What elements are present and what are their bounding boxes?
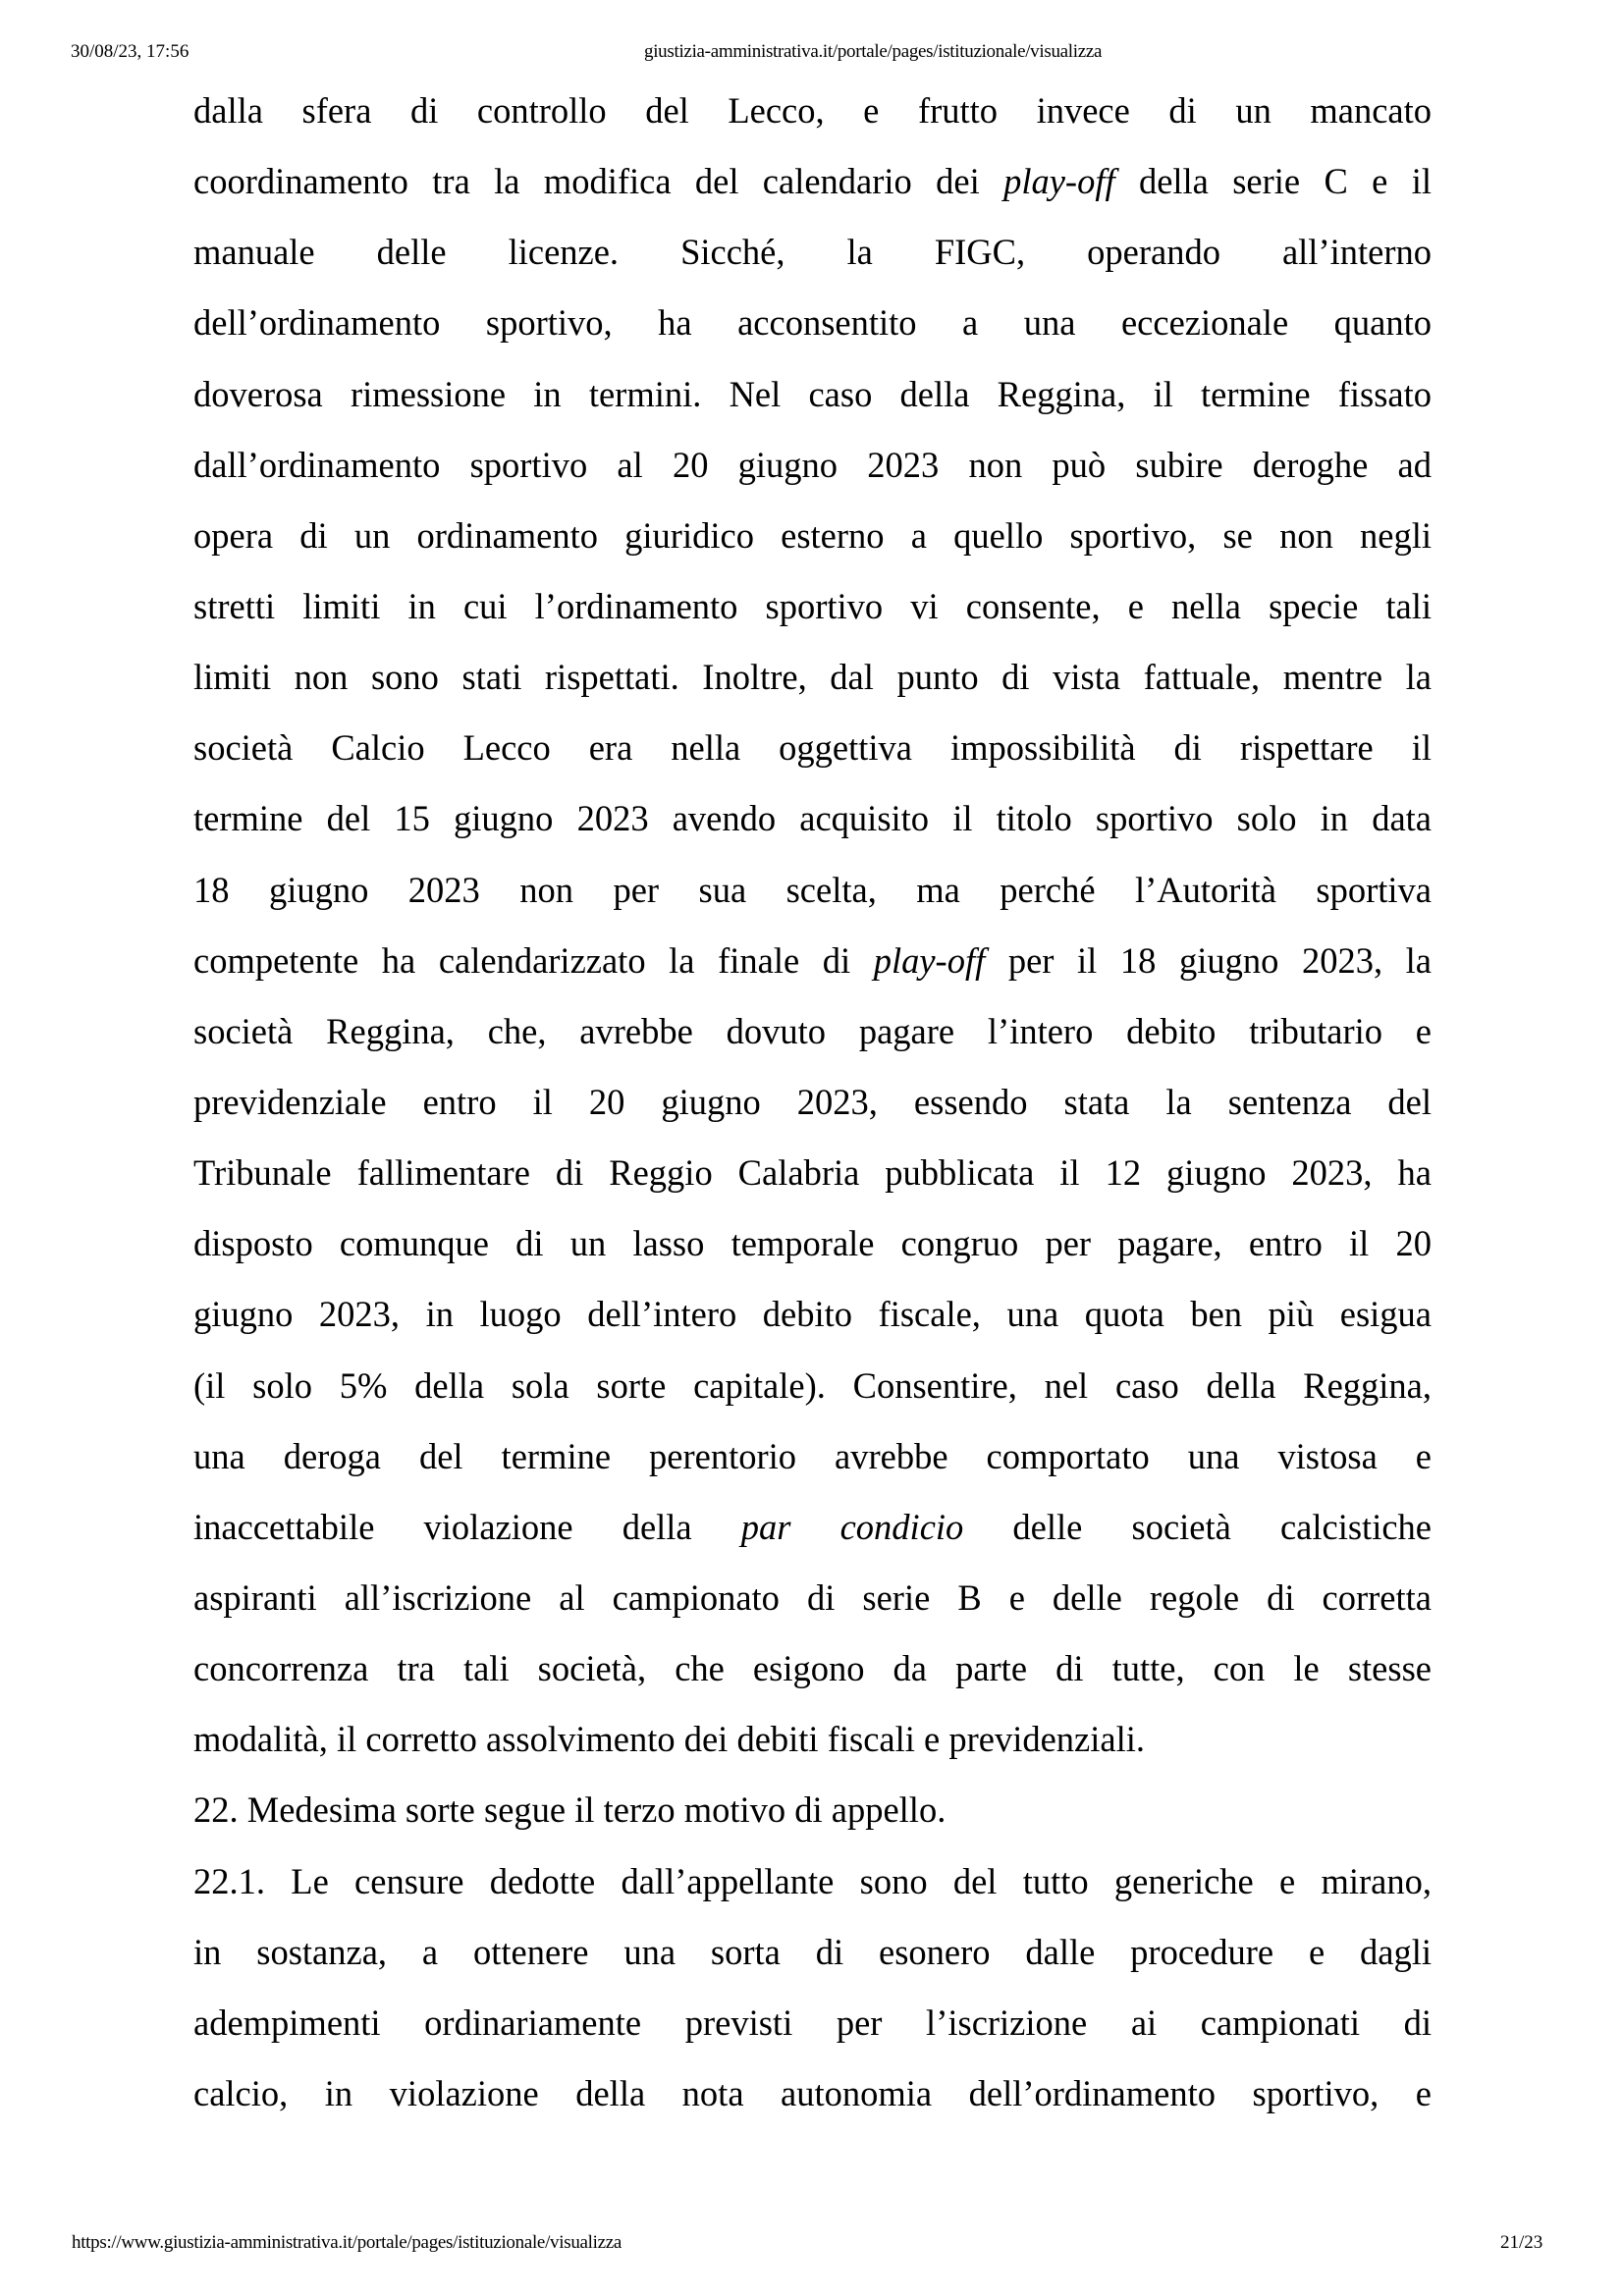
- text-line: dell’ordinamento sportivo, ha acconsentito a una eccezionale quanto: [193, 302, 1432, 344]
- text-line: coordinamento tra la modifica del calendario dei play-off della serie C e il: [193, 161, 1432, 202]
- print-datetime: 30/08/23, 17:56: [71, 41, 189, 62]
- print-footer: [0, 2228, 1623, 2258]
- document-body: [193, 85, 1432, 2139]
- text-line: disposto comunque di un lasso temporale congruo per pagare, entro il 20: [193, 1223, 1432, 1264]
- text-line: limiti non sono stati rispettati. Inoltre, dal punto di vista fattuale, mentre la: [193, 657, 1432, 698]
- italic-term: play-off: [1003, 161, 1115, 202]
- text-line: 18 giugno 2023 non per sua scelta, ma perché l’Autorità sportiva: [193, 869, 1432, 910]
- text-line: opera di un ordinamento giuridico esterno a quello sportivo, se non negli: [193, 514, 1432, 556]
- text-line: aspiranti all’iscrizione al campionato di serie B e delle regole di corretta: [193, 1576, 1432, 1618]
- text-line: (il solo 5% della sola sorte capitale). Consentire, nel caso della Reggina,: [193, 1364, 1432, 1406]
- text-line: manuale delle licenze. Sicché, la FIGC, operando all’interno: [193, 232, 1432, 273]
- text-line: doverosa rimessione in termini. Nel caso della Reggina, il termine fissato: [193, 373, 1432, 414]
- section-heading-22: 22. Medesima sorte segue il terzo motivo di appello.: [193, 1789, 947, 1831]
- text-line: stretti limiti in cui l’ordinamento sportivo vi consente, e nella specie tali: [193, 585, 1432, 626]
- print-header-url: giustizia-amministrativa.it/portale/pages/istituzionale/visualizza: [644, 41, 1103, 62]
- italic-term: play-off: [873, 939, 986, 981]
- text-line: dall’ordinamento sportivo al 20 giugno 2023 non può subire deroghe ad: [193, 444, 1432, 485]
- text-line: concorrenza tra tali società, che esigono da parte di tutte, con le stesse: [193, 1648, 1432, 1689]
- text-line: competente ha calendarizzato la finale di play-off per il 18 giugno 2023, la: [193, 939, 1432, 981]
- text-line: inaccettabile violazione della par condicio delle società calcistiche: [193, 1506, 1432, 1547]
- text-line: dalla sfera di controllo del Lecco, e frutto invece di un mancato: [193, 90, 1432, 131]
- text-line: termine del 15 giugno 2023 avendo acquisito il titolo sportivo solo in data: [193, 798, 1432, 839]
- text-line: giugno 2023, in luogo dell’intero debito fiscale, una quota ben più esigua: [193, 1294, 1432, 1335]
- text-line: previdenziale entro il 20 giugno 2023, essendo stata la sentenza del: [193, 1081, 1432, 1122]
- text-line: società Calcio Lecco era nella oggettiva impossibilità di rispettare il: [193, 727, 1432, 769]
- text-line: calcio, in violazione della nota autonomia dell’ordinamento sportivo, e: [193, 2072, 1432, 2113]
- text-line: società Reggina, che, avrebbe dovuto pagare l’intero debito tributario e: [193, 1010, 1432, 1051]
- print-footer-url: https://www.giustizia-amministrativa.it/portale/pages/istituzionale/visualizza: [72, 2232, 622, 2253]
- print-header: [0, 37, 1623, 67]
- text-line: Tribunale fallimentare di Reggio Calabria pubblicata il 12 giugno 2023, ha: [193, 1152, 1432, 1194]
- text-line: una deroga del termine perentorio avrebbe comportato una vistosa e: [193, 1435, 1432, 1476]
- text-line: 22.1. Le censure dedotte dall’appellante sono del tutto generiche e mirano,: [193, 1860, 1432, 1901]
- text-line: adempimenti ordinariamente previsti per l’iscrizione ai campionati di: [193, 2002, 1432, 2043]
- text-line: in sostanza, a ottenere una sorta di esonero dalle procedure e dagli: [193, 1931, 1432, 1972]
- italic-term: par condicio: [740, 1506, 964, 1547]
- paragraph-last-line: modalità, il corretto assolvimento dei debiti fiscali e previdenziali.: [193, 1719, 1145, 1760]
- page-indicator: 21/23: [1500, 2232, 1543, 2253]
